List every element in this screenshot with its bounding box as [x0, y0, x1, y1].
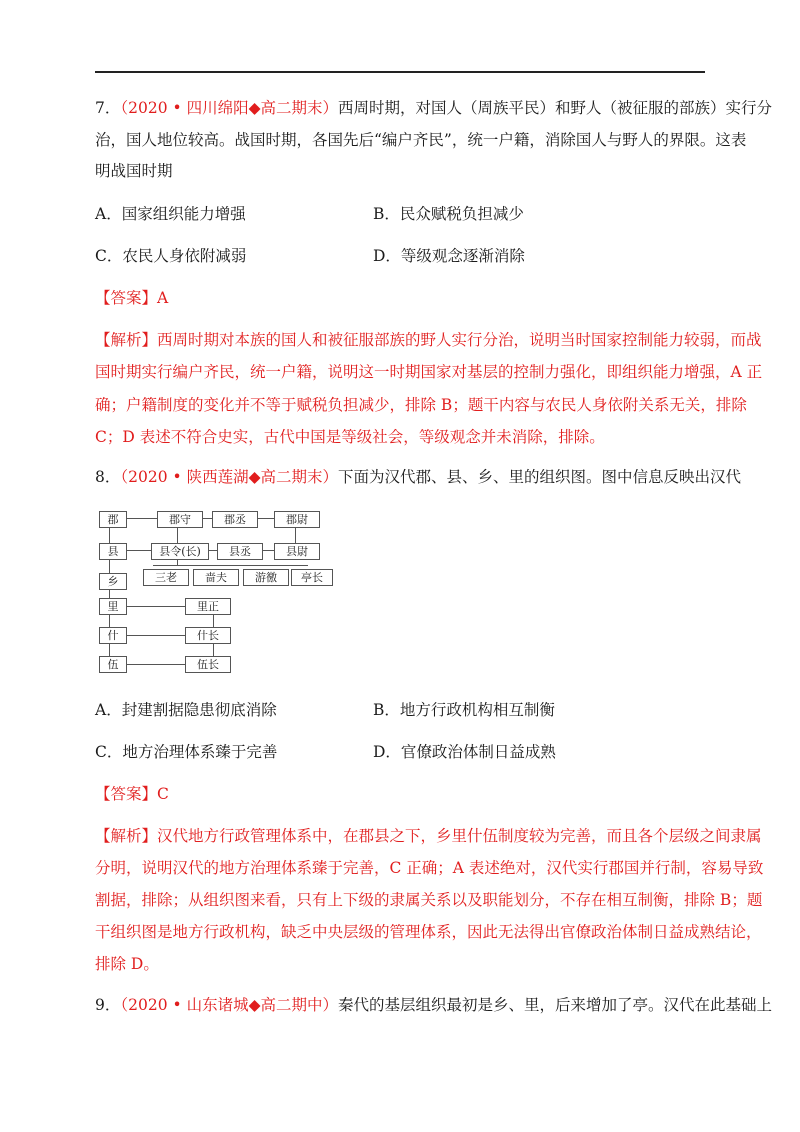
- q8-analysis-line-4: 干组织图是地方行政机构，缺乏中央层级的管理体系，因此无法得出官僚政治体制日益成熟结论，: [95, 923, 762, 941]
- box-juncheng: 郡丞: [212, 511, 258, 528]
- connector-li-lizheng: [125, 606, 185, 607]
- q8-option-d: D．官僚政治体制日益成熟: [373, 743, 556, 761]
- q7-analysis-line-3: 确；户籍制度的变化并不等于赋税负担减少，排除 B；题干内容与农民人身依附关系无关，排除: [95, 396, 747, 414]
- q7-stem-line-3: 明战国时期: [95, 162, 173, 180]
- connector-shizhang-wuzhang: [213, 643, 214, 657]
- org-chart: [95, 505, 345, 671]
- box-sanlao: 三老: [143, 569, 189, 586]
- q7-analysis-line-1: 【解析】西周时期对本族的国人和被征服部族的野人实行分治，说明当时国家控制能力较弱，而战: [95, 331, 762, 349]
- q8-analysis-line-1: 【解析】汉代地方行政管理体系中，在郡县之下，乡里什伍制度较为完善，而且各个层级之间隶属: [95, 827, 762, 845]
- q7-option-c: C．农民人身依附减弱: [95, 247, 247, 265]
- q7-option-b: B．民众赋税负担减少: [373, 205, 524, 223]
- box-jun: 郡: [99, 511, 127, 528]
- q7-answer: 【答案】A: [95, 289, 169, 307]
- q8-analysis-line-3: 割据，排除；从组织图来看，只有上下级的隶属关系以及职能划分，不存在相互制衡，排除 B；题: [95, 891, 763, 909]
- q7-analysis-line-2: 国时期实行编户齐民，统一户籍，说明这一时期国家对基层的控制力强化，即组织能力增强，A 正: [95, 363, 763, 381]
- q8-option-c: C．地方治理体系臻于完善: [95, 743, 278, 761]
- connector-li-shi: [109, 614, 110, 628]
- box-xian: 县: [99, 543, 127, 560]
- connector-shi-wu: [109, 643, 110, 657]
- connector-xiang-officials: [153, 565, 308, 566]
- q8-source: （2020 • 陕西莲湖◆高二期末）: [120, 468, 338, 486]
- connector-lizheng-shizhang: [213, 614, 214, 628]
- q8-stem: 8．（2020 • 陕西莲湖◆高二期末）下面为汉代郡、县、乡、里的组织图。图中信息反映出汉代: [95, 468, 742, 486]
- box-youjiao: 游徼: [243, 569, 289, 586]
- box-junshou: 郡守: [157, 511, 203, 528]
- box-xianling: 县令(长): [151, 543, 209, 560]
- connector-jun: [125, 518, 285, 519]
- box-tingzhang: 亭长: [291, 569, 333, 586]
- connector-wu-wuzhang: [125, 664, 185, 665]
- q8-answer: 【答案】C: [95, 785, 169, 803]
- box-wu: 伍: [99, 656, 127, 673]
- box-sefu: 啬夫: [193, 569, 239, 586]
- q8-analysis-line-5: 排除 D。: [95, 955, 159, 973]
- q8-option-b: B．地方行政机构相互制衡: [373, 701, 555, 719]
- header-rule: [95, 71, 705, 73]
- connector-shi-shizhang: [125, 635, 185, 636]
- q8-analysis-line-2: 分明，说明汉代的地方治理体系臻于完善，C 正确；A 表述绝对，汉代实行郡国并行制，容易导致: [95, 859, 764, 877]
- q9-stem: 9．（2020 • 山东诸城◆高二期中）秦代的基层组织最初是乡、里，后来增加了亭。汉代在此基础上: [95, 996, 773, 1014]
- q7-analysis-line-4: C；D 表述不符合史实，古代中国是等级社会，等级观念并未消除，排除。: [95, 428, 605, 446]
- box-xianwei: 县尉: [274, 543, 320, 560]
- connector-xian-xiang: [109, 558, 110, 573]
- q7-option-d: D．等级观念逐渐消除: [373, 247, 525, 265]
- q7-stem-line-1: 7．（2020 • 四川绵阳◆高二期末）西周时期，对国人（周族平民）和野人（被征服的部族）实行分: [95, 99, 773, 117]
- box-junwei: 郡尉: [274, 511, 320, 528]
- q7-stem-line-2: 治，国人地位较高。战国时期，各国先后“编户齐民”，统一户籍，消除国人与野人的界限。这表: [95, 131, 747, 149]
- box-wuzhang: 伍长: [185, 656, 231, 673]
- q8-option-a: A．封建割据隐患彻底消除: [95, 701, 277, 719]
- connector-junwei-xianwei: [295, 526, 296, 543]
- box-shizhang: 什长: [185, 627, 231, 644]
- q9-source: （2020 • 山东诸城◆高二期中）: [120, 996, 338, 1014]
- box-xiancheng: 县丞: [217, 543, 263, 560]
- box-lizheng: 里正: [185, 598, 231, 615]
- box-shi: 什: [99, 627, 127, 644]
- box-xiang: 乡: [99, 573, 127, 590]
- connector-junshou-xianling: [177, 526, 178, 543]
- q7-option-a: A．国家组织能力增强: [95, 205, 246, 223]
- box-li: 里: [99, 598, 127, 615]
- q7-source: （2020 • 四川绵阳◆高二期末）: [120, 99, 338, 117]
